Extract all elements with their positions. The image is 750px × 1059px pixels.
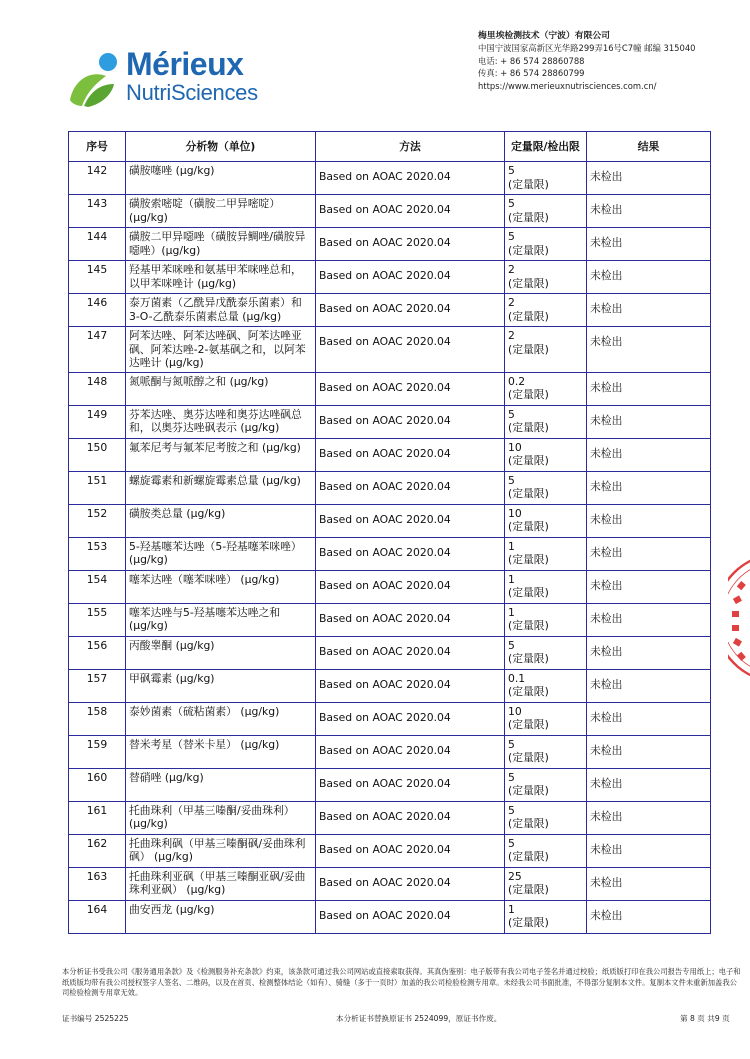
cell-limit: [505, 669, 587, 702]
cell-method: Based on AOAC 2020.04: [316, 327, 505, 373]
limit-value: 5: [508, 197, 515, 210]
limit-type: (定量限): [508, 883, 549, 897]
limit-type: (定量限): [508, 487, 549, 501]
limit-value: 10: [508, 704, 522, 718]
cell-limit: [505, 162, 587, 195]
limit-type: (定量限): [508, 388, 549, 402]
cell-method: Based on AOAC 2020.04: [316, 768, 505, 801]
cell-method: Based on AOAC 2020.04: [316, 162, 505, 195]
cell-result: 未检出: [587, 294, 711, 327]
limit-value: 1: [508, 572, 515, 586]
cell-no: 159: [69, 735, 126, 768]
header-limit: 定量限/检出限: [505, 132, 587, 162]
table-row: [69, 603, 711, 636]
cell-limit: [505, 372, 587, 405]
header-result: 结果: [587, 132, 711, 162]
cell-analyte: 螺旋霉素和新螺旋霉素总量 (µg/kg): [126, 471, 316, 504]
leaf-logo-icon: [68, 50, 124, 108]
cell-result: 未检出: [587, 327, 711, 373]
cell-no: 142: [69, 162, 126, 195]
limit-value: 2: [508, 263, 515, 276]
limit-type: (定量限): [508, 586, 549, 600]
cell-result: 未检出: [587, 471, 711, 504]
cell-method: Based on AOAC 2020.04: [316, 669, 505, 702]
footer-page-number: 第 8 页 共9 页: [680, 1014, 730, 1023]
table-row: [69, 801, 711, 834]
cell-no: 161: [69, 801, 126, 834]
cell-analyte: 氟苯尼考与氟苯尼考胺之和 (µg/kg): [126, 438, 316, 471]
cell-analyte: 氮哌酮与氮哌醇之和 (µg/kg): [126, 372, 316, 405]
limit-type: (定量限): [508, 685, 549, 699]
cell-method: Based on AOAC 2020.04: [316, 294, 505, 327]
cell-limit: [505, 834, 587, 867]
cell-no: 143: [69, 195, 126, 228]
cell-analyte: 泰万菌素（乙酰异戊酰泰乐菌素）和3-O-乙酰泰乐菌素总量 (µg/kg): [126, 294, 316, 327]
cell-method: Based on AOAC 2020.04: [316, 603, 505, 636]
table-row: [69, 195, 711, 228]
cell-no: 148: [69, 372, 126, 405]
cell-result: 未检出: [587, 261, 711, 294]
limit-type: (定量限): [508, 718, 549, 732]
cell-analyte: 阿苯达唑、阿苯达唑砜、阿苯达唑亚砜、阿苯达唑-2-氨基砜之和，以阿苯达唑计 (µg/kg): [126, 327, 316, 373]
cell-method: Based on AOAC 2020.04: [316, 372, 505, 405]
cell-limit: [505, 438, 587, 471]
cell-limit: [505, 867, 587, 900]
table-row: [69, 570, 711, 603]
cell-limit: [505, 537, 587, 570]
limit-value: 5: [508, 230, 515, 243]
limit-type: (定量限): [508, 850, 549, 864]
footer-cert-no: 证书编号 2525225: [62, 1014, 129, 1023]
company-info: [478, 30, 696, 92]
cell-method: Based on AOAC 2020.04: [316, 900, 505, 933]
cell-analyte: 磺胺索嘧啶（磺胺二甲异嘧啶）(µg/kg): [126, 195, 316, 228]
cell-analyte: 托曲珠利砜（甲基三嗪酮砜/妥曲珠利砜） (µg/kg): [126, 834, 316, 867]
cell-limit: [505, 768, 587, 801]
official-seal: [728, 553, 750, 683]
cell-result: 未检出: [587, 801, 711, 834]
table-row: [69, 294, 711, 327]
table-row: [69, 228, 711, 261]
table-row: [69, 261, 711, 294]
limit-value: 1: [508, 539, 515, 553]
cell-no: 157: [69, 669, 126, 702]
cell-analyte: 曲安西龙 (µg/kg): [126, 900, 316, 933]
cell-result: 未检出: [587, 570, 711, 603]
limit-value: 5: [508, 803, 515, 817]
footnote-terms: 本分析证书受我公司《服务通用条款》及《检测服务补充条款》约束，该条款可通过我公司网站或直接索取获得。其真伪鉴别：电子版带有我公司电子签名并通过校验；纸质版打印在我公司报告专用纸上；电子和纸质版均带有我公司授权签字人签名、二维码，以及在首页、检测整体结论（如有）、骑缝（多于一页时）加盖的我公司检验检测专用章。未经我公司书面批准，不得部分复制本文件。复制本文件未重新加盖我公司检验检测专用章无效。: [62, 967, 741, 998]
cell-analyte: 泰妙菌素（硫粘菌素） (µg/kg): [126, 702, 316, 735]
cell-method: Based on AOAC 2020.04: [316, 261, 505, 294]
cell-method: Based on AOAC 2020.04: [316, 834, 505, 867]
cell-result: 未检出: [587, 735, 711, 768]
cell-method: Based on AOAC 2020.04: [316, 570, 505, 603]
footer-replace-note: 本分析证书替换原证书 2524099，原证书作废。: [336, 1014, 502, 1023]
cell-limit: [505, 702, 587, 735]
limit-value: 5: [508, 737, 515, 751]
cell-result: 未检出: [587, 228, 711, 261]
cell-analyte: 替米考星（替米卡星） (µg/kg): [126, 735, 316, 768]
limit-value: 25: [508, 869, 522, 883]
limit-type: (定量限): [508, 309, 549, 323]
cell-no: 147: [69, 327, 126, 373]
cell-limit: [505, 471, 587, 504]
limit-type: (定量限): [508, 276, 549, 290]
cell-result: 未检出: [587, 372, 711, 405]
limit-type: (定量限): [508, 210, 549, 224]
limit-value: 5: [508, 638, 515, 652]
cell-no: 155: [69, 603, 126, 636]
limit-value: 5: [508, 407, 515, 421]
cell-method: Based on AOAC 2020.04: [316, 195, 505, 228]
cell-limit: [505, 294, 587, 327]
cell-result: 未检出: [587, 504, 711, 537]
limit-type: (定量限): [508, 751, 549, 765]
cell-limit: [505, 195, 587, 228]
table-row: [69, 834, 711, 867]
cell-no: 154: [69, 570, 126, 603]
limit-type: (定量限): [508, 553, 549, 567]
table-header-row: [69, 132, 711, 162]
limit-value: 0.1: [508, 671, 526, 685]
cell-no: 158: [69, 702, 126, 735]
cell-analyte: 磺胺类总量 (µg/kg): [126, 504, 316, 537]
table-row: [69, 162, 711, 195]
header-no: 序号: [69, 132, 126, 162]
cell-limit: [505, 900, 587, 933]
cell-analyte: 噻苯达唑与5-羟基噻苯达唑之和 (µg/kg): [126, 603, 316, 636]
limit-value: 2: [508, 329, 515, 342]
table-row: [69, 768, 711, 801]
cell-no: 146: [69, 294, 126, 327]
limit-type: (定量限): [508, 454, 549, 468]
cell-no: 144: [69, 228, 126, 261]
cell-method: Based on AOAC 2020.04: [316, 537, 505, 570]
cell-limit: [505, 735, 587, 768]
cell-limit: [505, 228, 587, 261]
cell-no: 160: [69, 768, 126, 801]
cell-result: 未检出: [587, 900, 711, 933]
limit-value: 1: [508, 902, 515, 916]
company-address: 中国宁波国家高新区光华路299弄16号C7幢 邮编 315040: [478, 43, 696, 54]
cell-limit: [505, 636, 587, 669]
cell-no: 163: [69, 867, 126, 900]
logo-text-merieux: Mérieux: [126, 46, 244, 82]
table-row: [69, 372, 711, 405]
limit-type: (定量限): [508, 177, 549, 191]
cell-method: Based on AOAC 2020.04: [316, 702, 505, 735]
cell-method: Based on AOAC 2020.04: [316, 405, 505, 438]
cell-limit: [505, 504, 587, 537]
cell-no: 151: [69, 471, 126, 504]
limit-value: 10: [508, 440, 522, 454]
cell-analyte: 替硝唑 (µg/kg): [126, 768, 316, 801]
limit-value: 5: [508, 770, 515, 784]
cell-method: Based on AOAC 2020.04: [316, 735, 505, 768]
cell-analyte: 磺胺噻唑 (µg/kg): [126, 162, 316, 195]
cell-method: Based on AOAC 2020.04: [316, 228, 505, 261]
cell-no: 145: [69, 261, 126, 294]
cell-result: 未检出: [587, 702, 711, 735]
cell-limit: [505, 603, 587, 636]
header-method: 方法: [316, 132, 505, 162]
limit-type: (定量限): [508, 817, 549, 831]
limit-value: 0.2: [508, 374, 526, 388]
table-row: [69, 669, 711, 702]
cell-limit: [505, 405, 587, 438]
table-row: [69, 438, 711, 471]
limit-value: 1: [508, 605, 515, 619]
cell-result: 未检出: [587, 603, 711, 636]
cell-result: 未检出: [587, 405, 711, 438]
table-row: [69, 867, 711, 900]
limit-type: (定量限): [508, 421, 549, 435]
limit-type: (定量限): [508, 619, 549, 633]
company-name: 梅里埃检测技术（宁波）有限公司: [478, 31, 610, 41]
cell-no: 156: [69, 636, 126, 669]
merieux-logo: [68, 44, 268, 114]
cell-analyte: 5-羟基噻苯达唑（5-羟基噻苯咪唑）(µg/kg): [126, 537, 316, 570]
cell-analyte: 丙酸睾酮 (µg/kg): [126, 636, 316, 669]
cell-result: 未检出: [587, 438, 711, 471]
cell-no: 153: [69, 537, 126, 570]
cell-result: 未检出: [587, 768, 711, 801]
table-row: [69, 636, 711, 669]
cell-no: 150: [69, 438, 126, 471]
table-row: [69, 327, 711, 373]
cell-no: 162: [69, 834, 126, 867]
limit-value: 2: [508, 296, 515, 309]
cell-result: 未检出: [587, 162, 711, 195]
limit-type: (定量限): [508, 784, 549, 798]
cell-result: 未检出: [587, 867, 711, 900]
limit-type: (定量限): [508, 243, 549, 257]
cell-method: Based on AOAC 2020.04: [316, 801, 505, 834]
limit-value: 5: [508, 164, 515, 177]
table-row: [69, 405, 711, 438]
limit-value: 5: [508, 836, 515, 850]
cell-result: 未检出: [587, 636, 711, 669]
logo-text-nutrisciences: NutriSciences: [126, 80, 258, 105]
table-row: [69, 900, 711, 933]
company-phone: 电话: + 86 574 28860788: [478, 55, 585, 66]
limit-type: (定量限): [508, 916, 549, 930]
cell-analyte: 托曲珠利（甲基三嗪酮/妥曲珠利）(µg/kg): [126, 801, 316, 834]
limit-value: 10: [508, 506, 522, 520]
cell-method: Based on AOAC 2020.04: [316, 504, 505, 537]
limit-type: (定量限): [508, 342, 549, 356]
limit-type: (定量限): [508, 652, 549, 666]
cell-result: 未检出: [587, 537, 711, 570]
cell-analyte: 磺胺二甲异噁唑（磺胺异鲷唑/磺胺异噁唑）(µg/kg): [126, 228, 316, 261]
cell-limit: [505, 261, 587, 294]
cell-limit: [505, 327, 587, 373]
cell-method: Based on AOAC 2020.04: [316, 471, 505, 504]
cell-result: 未检出: [587, 834, 711, 867]
results-table: [68, 131, 711, 934]
cell-analyte: 芬苯达唑、奥芬达唑和奥芬达唑砜总和，以奥芬达唑砜表示 (µg/kg): [126, 405, 316, 438]
table-row: [69, 504, 711, 537]
cell-method: Based on AOAC 2020.04: [316, 867, 505, 900]
limit-value: 5: [508, 473, 515, 487]
cell-no: 152: [69, 504, 126, 537]
cell-no: 164: [69, 900, 126, 933]
cell-result: 未检出: [587, 195, 711, 228]
cell-limit: [505, 570, 587, 603]
company-website[interactable]: https://www.merieuxnutrisciences.com.cn/: [478, 80, 657, 91]
table-row: [69, 537, 711, 570]
cell-no: 149: [69, 405, 126, 438]
limit-type: (定量限): [508, 520, 549, 534]
cell-method: Based on AOAC 2020.04: [316, 636, 505, 669]
cell-analyte: 羟基甲苯咪唑和氨基甲苯咪唑总和，以甲苯咪唑计 (µg/kg): [126, 261, 316, 294]
table-row: [69, 702, 711, 735]
company-fax: 传真: + 86 574 28860799: [478, 68, 585, 79]
table-row: [69, 735, 711, 768]
cell-analyte: 托曲珠利亚砜（甲基三嗪酮亚砜/妥曲珠利亚砜） (µg/kg): [126, 867, 316, 900]
cell-method: Based on AOAC 2020.04: [316, 438, 505, 471]
cell-limit: [505, 801, 587, 834]
cell-analyte: 甲砜霉素 (µg/kg): [126, 669, 316, 702]
cell-result: 未检出: [587, 669, 711, 702]
table-row: [69, 471, 711, 504]
header-analyte: 分析物（单位): [126, 132, 316, 162]
cell-analyte: 噻苯达唑（噻苯咪唑） (µg/kg): [126, 570, 316, 603]
